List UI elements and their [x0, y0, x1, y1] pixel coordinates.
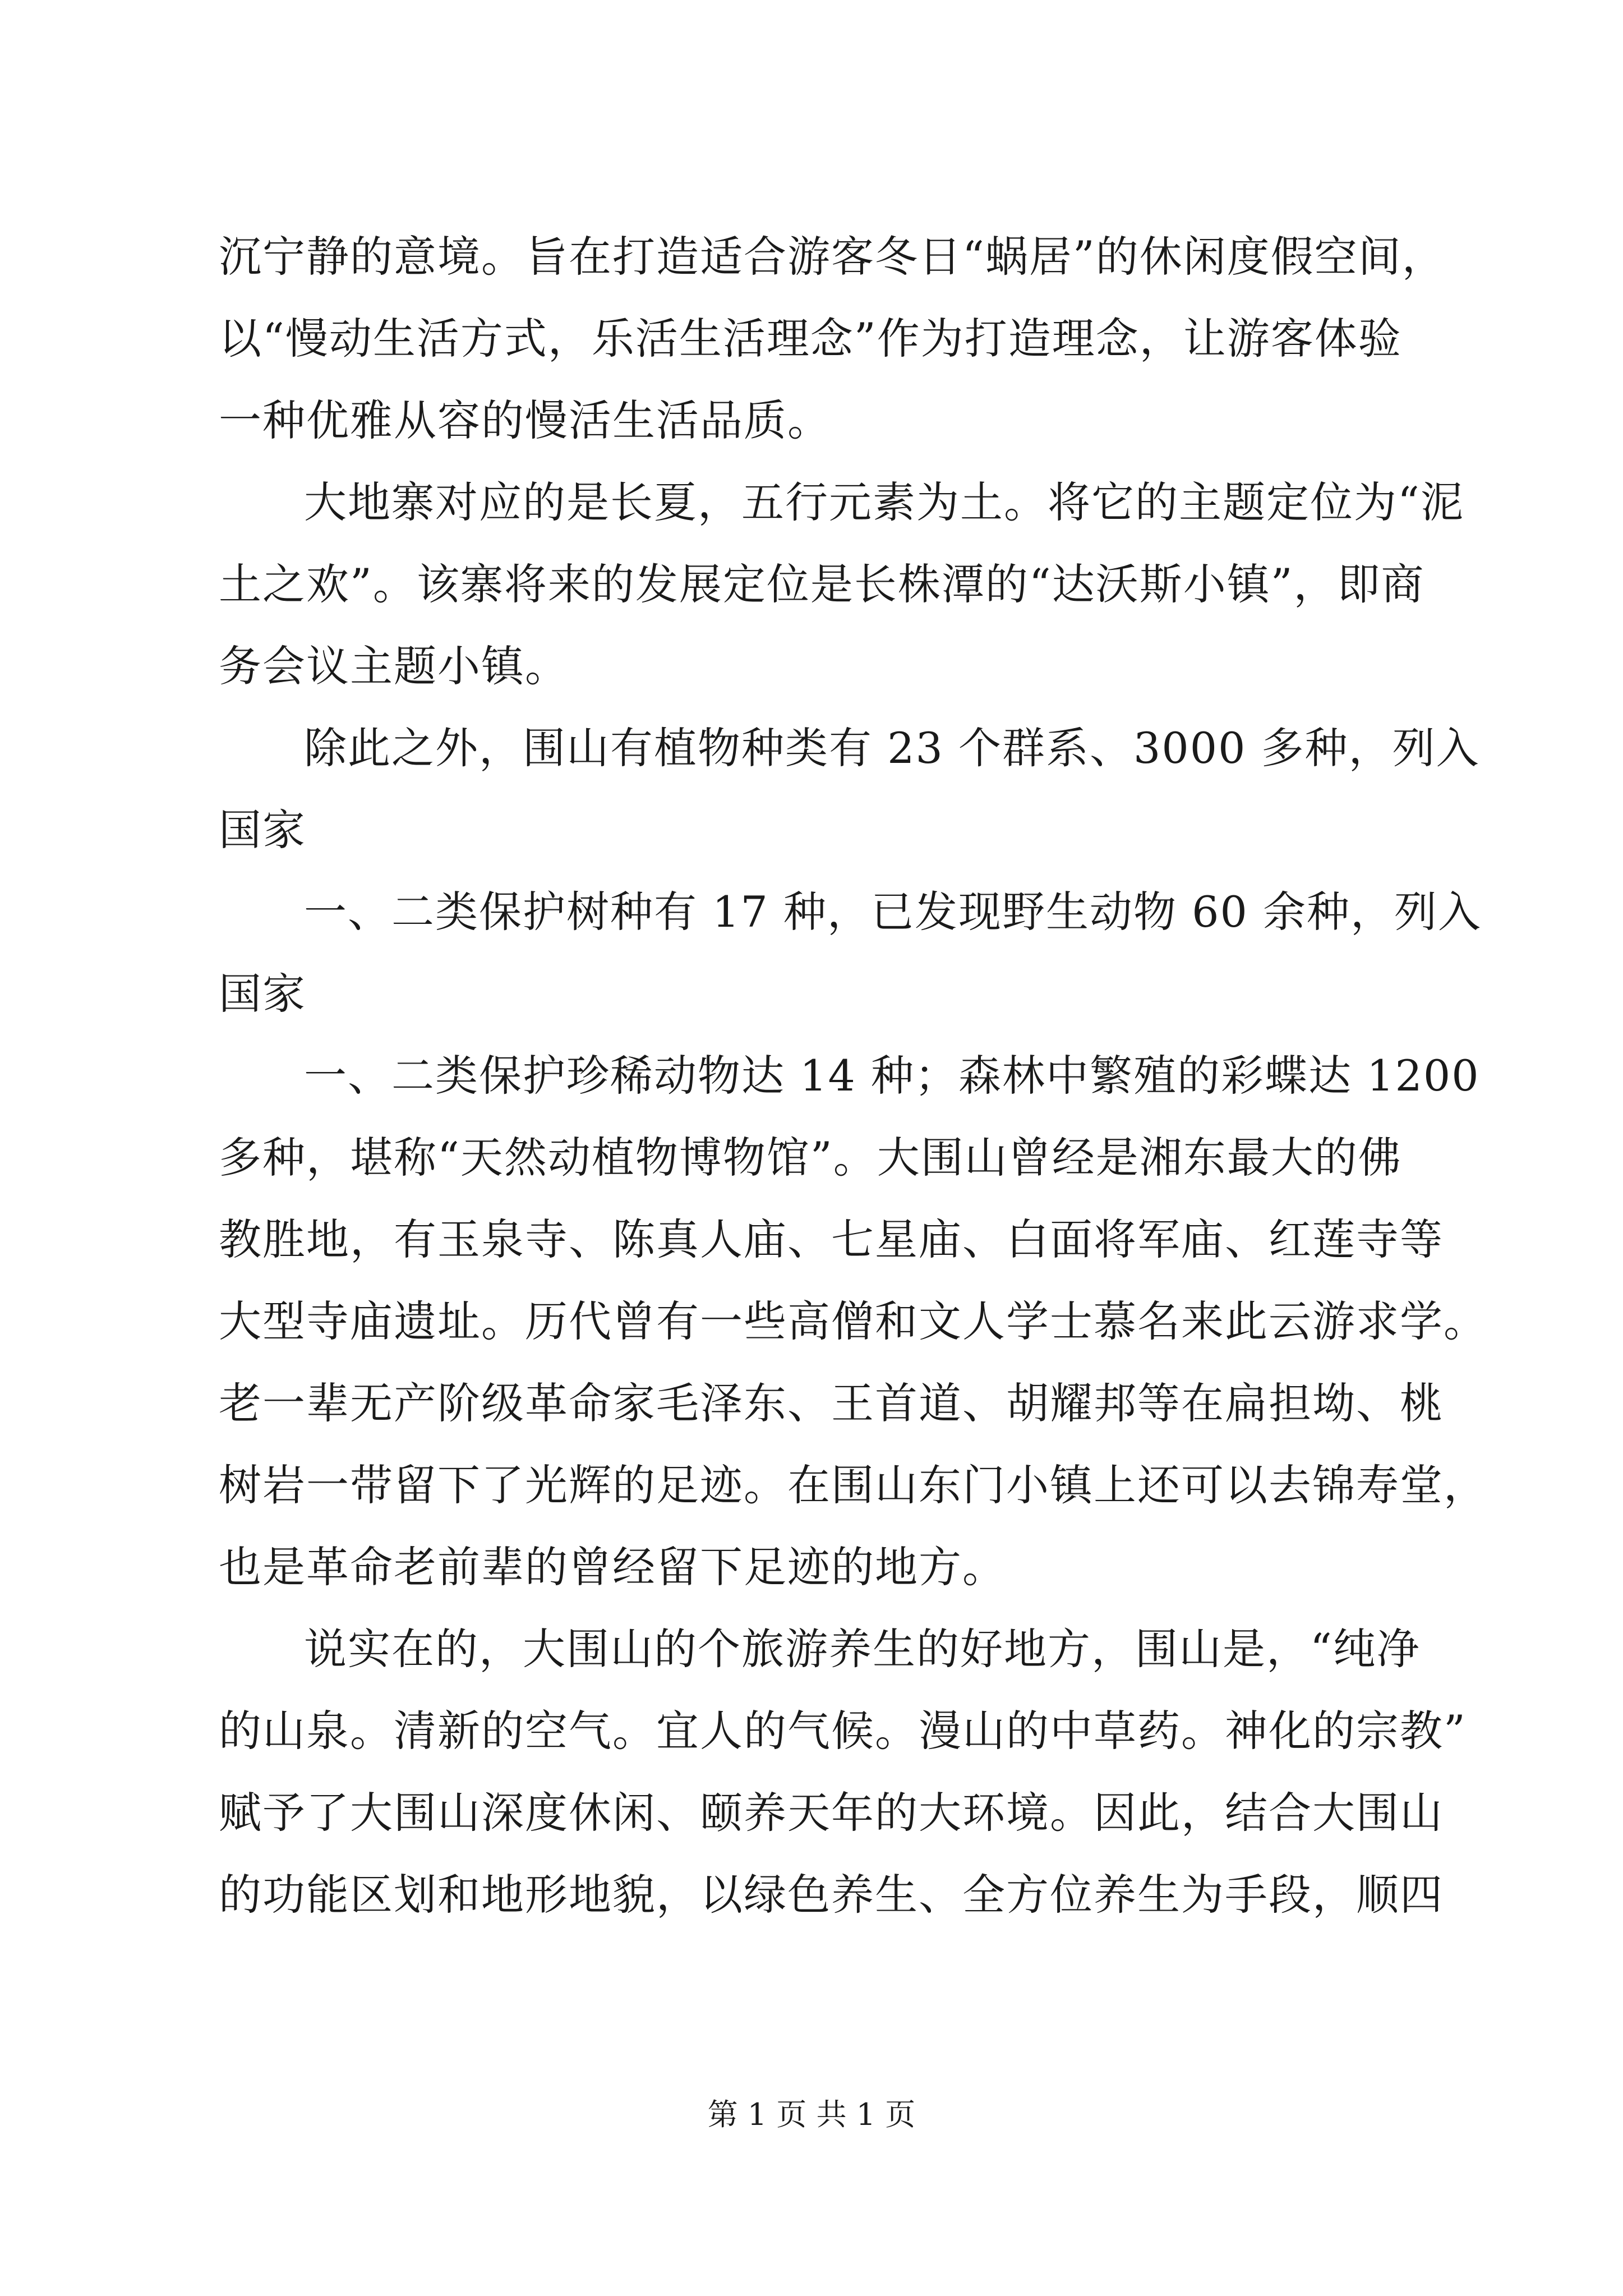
text-line: 多种，堪称“天然动植物博物馆”。大围山曾经是湘东最大的佛 [219, 1133, 1402, 1182]
text-line: 土之欢”。该寨将来的发展定位是长株潭的“达沃斯小镇”，即商 [219, 559, 1425, 609]
text-line: 一种优雅从容的慢活生活品质。 [219, 395, 831, 445]
text-line: 树岩一带留下了光辉的足迹。在围山东门小镇上还可以去锦寿堂， [219, 1460, 1487, 1510]
text-line: 说实在的，大围山的个旅游养生的好地方，围山是，“纯净 [304, 1624, 1421, 1674]
text-line: 除此之外，围山有植物种类有 23 个群系、3000 多种，列入 [304, 723, 1480, 773]
text-line: 大地寨对应的是长夏，五行元素为土。将它的主题定位为“泥 [304, 477, 1464, 527]
paragraph [219, 1035, 1487, 1608]
text-line: 的山泉。清新的空气。宜人的气候。漫山的中草药。神化的宗教” [219, 1706, 1467, 1756]
document-body [219, 216, 1487, 1936]
paragraph [219, 871, 1482, 1035]
paragraph [219, 462, 1464, 707]
text-line: 大型寺庙遗址。历代曾有一些高僧和文人学士慕名来此云游求学。 [219, 1296, 1487, 1346]
text-line: 教胜地，有玉泉寺、陈真人庙、七星庙、白面将军庙、红莲寺等 [219, 1214, 1444, 1264]
text-line: 的功能区划和地形地貌，以绿色养生、全方位养生为手段，顺四 [219, 1870, 1444, 1920]
text-line: 务会议主题小镇。 [219, 641, 569, 691]
text-line: 一、二类保护珍稀动物达 14 种；森林中繁殖的彩蝶达 1200 [304, 1051, 1480, 1101]
text-line: 以“慢动生活方式，乐活生活理念”作为打造理念，让游客体验 [219, 314, 1402, 364]
text-line: 老一辈无产阶级革命家毛泽东、王首道、胡耀邦等在扁担坳、桃 [219, 1378, 1444, 1428]
text-line: 国家 [219, 805, 306, 855]
paragraph [219, 707, 1480, 871]
paragraph [219, 216, 1446, 462]
text-line: 也是革命老前辈的曾经留下足迹的地方。 [219, 1542, 1006, 1592]
paragraph [219, 1608, 1467, 1936]
page-footer: 第 1 页 共 1 页 [707, 2097, 916, 2132]
text-line: 沉宁静的意境。旨在打造适合游客冬日“蜗居”的休闲度假空间， [219, 232, 1446, 282]
text-line: 赋予了大围山深度休闲、颐养天年的大环境。因此，结合大围山 [219, 1788, 1444, 1838]
text-line: 国家 [219, 969, 306, 1019]
text-line: 一、二类保护树种有 17 种，已发现野生动物 60 余种，列入 [304, 887, 1482, 937]
